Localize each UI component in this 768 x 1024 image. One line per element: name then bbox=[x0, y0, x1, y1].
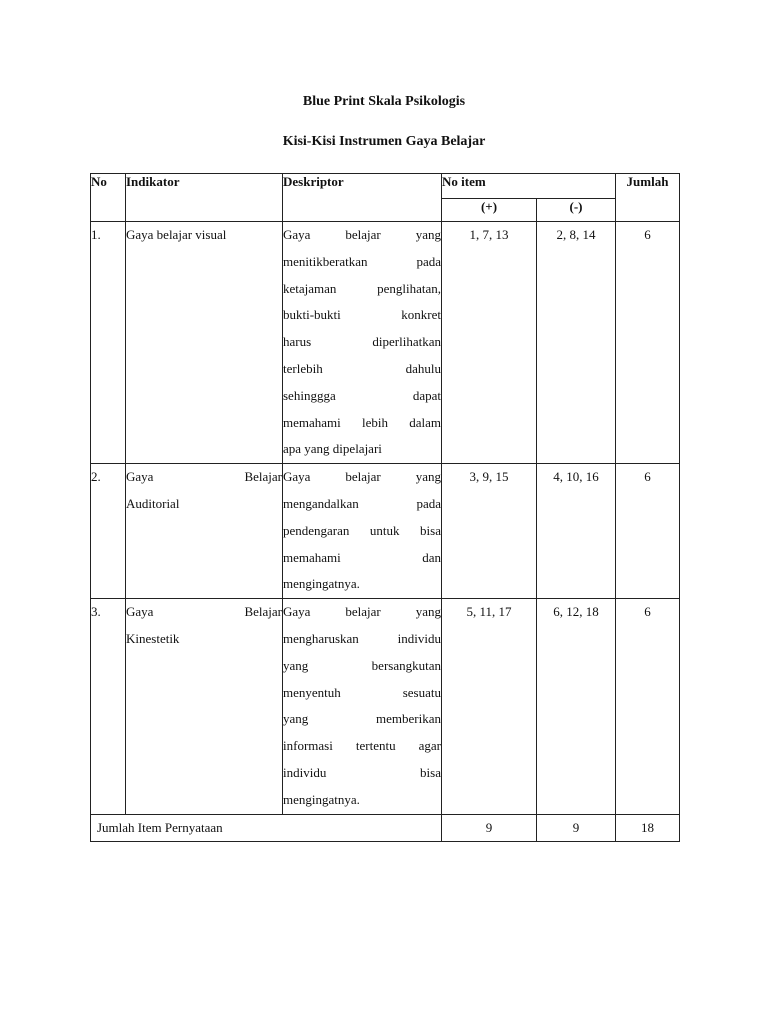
text-line: mengingatnya. bbox=[283, 576, 360, 592]
text-line: memahami dan bbox=[283, 549, 441, 565]
text-line: Gaya Belajar bbox=[126, 469, 282, 485]
text-line: mengingatnya. bbox=[283, 791, 360, 807]
blueprint-table bbox=[90, 173, 680, 842]
text-line: individu bisa bbox=[283, 764, 441, 780]
row-deskriptor bbox=[283, 222, 442, 464]
row-deskriptor bbox=[283, 464, 442, 599]
page-subtitle: Kisi-Kisi Instrumen Gaya Belajar bbox=[282, 134, 486, 149]
text-line: mengharuskan individu bbox=[283, 630, 441, 646]
row-negative: 4, 10, 16 bbox=[537, 464, 616, 599]
row-indikator bbox=[126, 464, 283, 599]
row-no: 3. bbox=[91, 599, 126, 814]
table-body bbox=[91, 222, 680, 815]
text-line: menitikberatkan pada bbox=[283, 253, 441, 269]
text-line: terlebih dahulu bbox=[283, 360, 441, 376]
text-line: Gaya Belajar bbox=[126, 604, 282, 620]
text-line: ketajaman penglihatan, bbox=[283, 280, 441, 296]
total-negative: 9 bbox=[537, 814, 616, 842]
row-negative: 6, 12, 18 bbox=[537, 599, 616, 814]
text-line: Auditorial bbox=[126, 495, 180, 511]
text-line: Gaya belajar yang bbox=[283, 227, 441, 242]
row-positive: 1, 7, 13 bbox=[442, 222, 537, 464]
text-line: apa yang dipelajari bbox=[283, 441, 382, 457]
text-line: mengandalkan pada bbox=[283, 495, 441, 511]
row-no: 2. bbox=[91, 464, 126, 599]
table-row bbox=[91, 222, 680, 464]
header-positive: (+) bbox=[442, 199, 537, 222]
row-positive: 5, 11, 17 bbox=[442, 599, 537, 814]
header-indikator: Indikator bbox=[126, 174, 283, 222]
total-label: Jumlah Item Pernyataan bbox=[91, 814, 442, 842]
row-jumlah: 6 bbox=[616, 599, 680, 814]
page-title: Blue Print Skala Psikologis bbox=[302, 94, 466, 109]
row-deskriptor bbox=[283, 599, 442, 814]
row-indikator bbox=[126, 599, 283, 814]
total-row bbox=[91, 814, 680, 842]
header-no: No bbox=[91, 174, 126, 222]
text-line: Kinestetik bbox=[126, 630, 180, 646]
table-row bbox=[91, 464, 680, 599]
header-jumlah: Jumlah bbox=[616, 174, 680, 222]
text-line: Gaya belajar yang bbox=[283, 604, 441, 620]
text-line: yang memberikan bbox=[283, 711, 441, 727]
header-deskriptor: Deskriptor bbox=[283, 174, 442, 222]
header-no-item: No item bbox=[442, 174, 616, 199]
text-line: pendengaran untuk bisa bbox=[283, 522, 441, 538]
row-indikator bbox=[126, 222, 283, 464]
text-line: yang bersangkutan bbox=[283, 657, 441, 673]
text-line: Gaya belajar yang bbox=[283, 469, 441, 485]
table-row bbox=[91, 599, 680, 814]
text-line: menyentuh sesuatu bbox=[283, 684, 441, 700]
row-jumlah: 6 bbox=[616, 464, 680, 599]
row-positive: 3, 9, 15 bbox=[442, 464, 537, 599]
total-jumlah: 18 bbox=[616, 814, 680, 842]
text-line: Gaya belajar visual bbox=[126, 227, 227, 242]
text-line: memahami lebih dalam bbox=[283, 414, 441, 430]
text-line: sehinggga dapat bbox=[283, 387, 441, 403]
text-line: informasi tertentu agar bbox=[283, 738, 441, 754]
text-line: bukti-bukti konkret bbox=[283, 307, 441, 323]
row-no: 1. bbox=[91, 222, 126, 464]
row-jumlah: 6 bbox=[616, 222, 680, 464]
header-negative: (-) bbox=[537, 199, 616, 222]
total-positive: 9 bbox=[442, 814, 537, 842]
text-line: harus diperlihatkan bbox=[283, 334, 441, 350]
row-negative: 2, 8, 14 bbox=[537, 222, 616, 464]
